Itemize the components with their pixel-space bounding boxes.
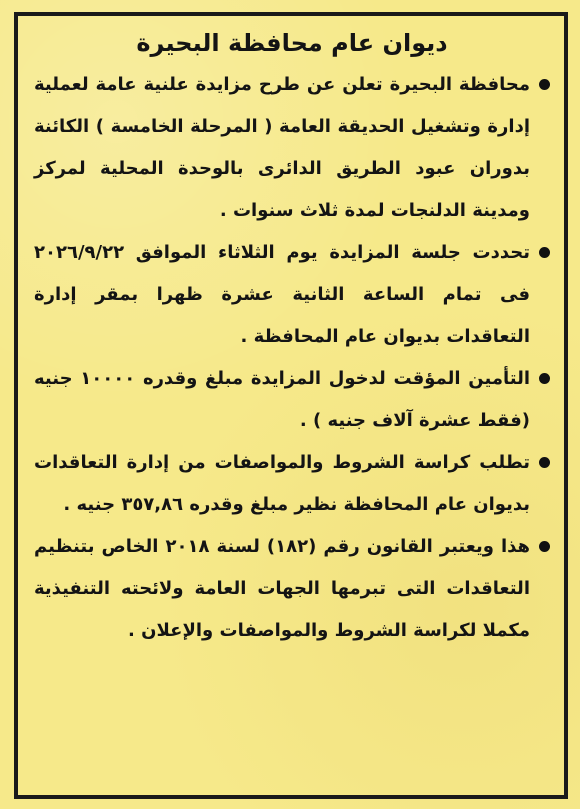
- ad-border-frame: [14, 12, 568, 799]
- notice-item-text: تحددت جلسة المزايدة يوم الثلاثاء الموافق ٢٠٢٦/٩/٢٢ فى تمام الساعة الثانية عشرة ظهرا بمقر إدارة التعاقدات بديوان عام المحافظة .: [34, 242, 530, 347]
- ad-title: ديوان عام محافظة البحيرة: [136, 29, 448, 57]
- bullet-dot-icon: [539, 79, 550, 90]
- bullet-dot-icon: [539, 373, 550, 384]
- notice-item-session-date: [34, 232, 550, 358]
- notice-item-deposit: [34, 358, 550, 442]
- notice-item-text: هذا ويعتبر القانون رقم (١٨٢) لسنة ٢٠١٨ الخاص بتنظيم التعاقدات التى تبرمها الجهات العامة ولائحته التنفيذية مكملا لكراسة الشروط والمواصفات والإعلان .: [34, 536, 531, 641]
- notice-item-list: [34, 64, 550, 652]
- notice-item-conditions-booklet: [34, 442, 550, 526]
- bullet-dot-icon: [539, 247, 550, 258]
- notice-item-auction-announcement: [34, 64, 550, 232]
- notice-item-law-reference: [34, 526, 550, 652]
- bullet-dot-icon: [539, 457, 550, 468]
- notice-item-text: تطلب كراسة الشروط والمواصفات من إدارة التعاقدات بديوان عام المحافظة نظير مبلغ وقدره ٣٥٧,٨٦ جنيه .: [34, 452, 530, 515]
- bullet-dot-icon: [539, 541, 550, 552]
- notice-item-text: محافظة البحيرة تعلن عن طرح مزايدة علنية عامة لعملية إدارة وتشغيل الحديقة العامة ( المرحلة الخامسة ) الكائنة بدوران عبود الطريق الدائرى بالوحدة المحلية لمركز ومدينة الدلنجات لمدة ثلاث سنوات .: [34, 74, 530, 221]
- notice-item-text: التأمين المؤقت لدخول المزايدة مبلغ وقدره ١٠٠٠٠ جنيه (فقط عشرة آلاف جنيه ) .: [34, 368, 530, 431]
